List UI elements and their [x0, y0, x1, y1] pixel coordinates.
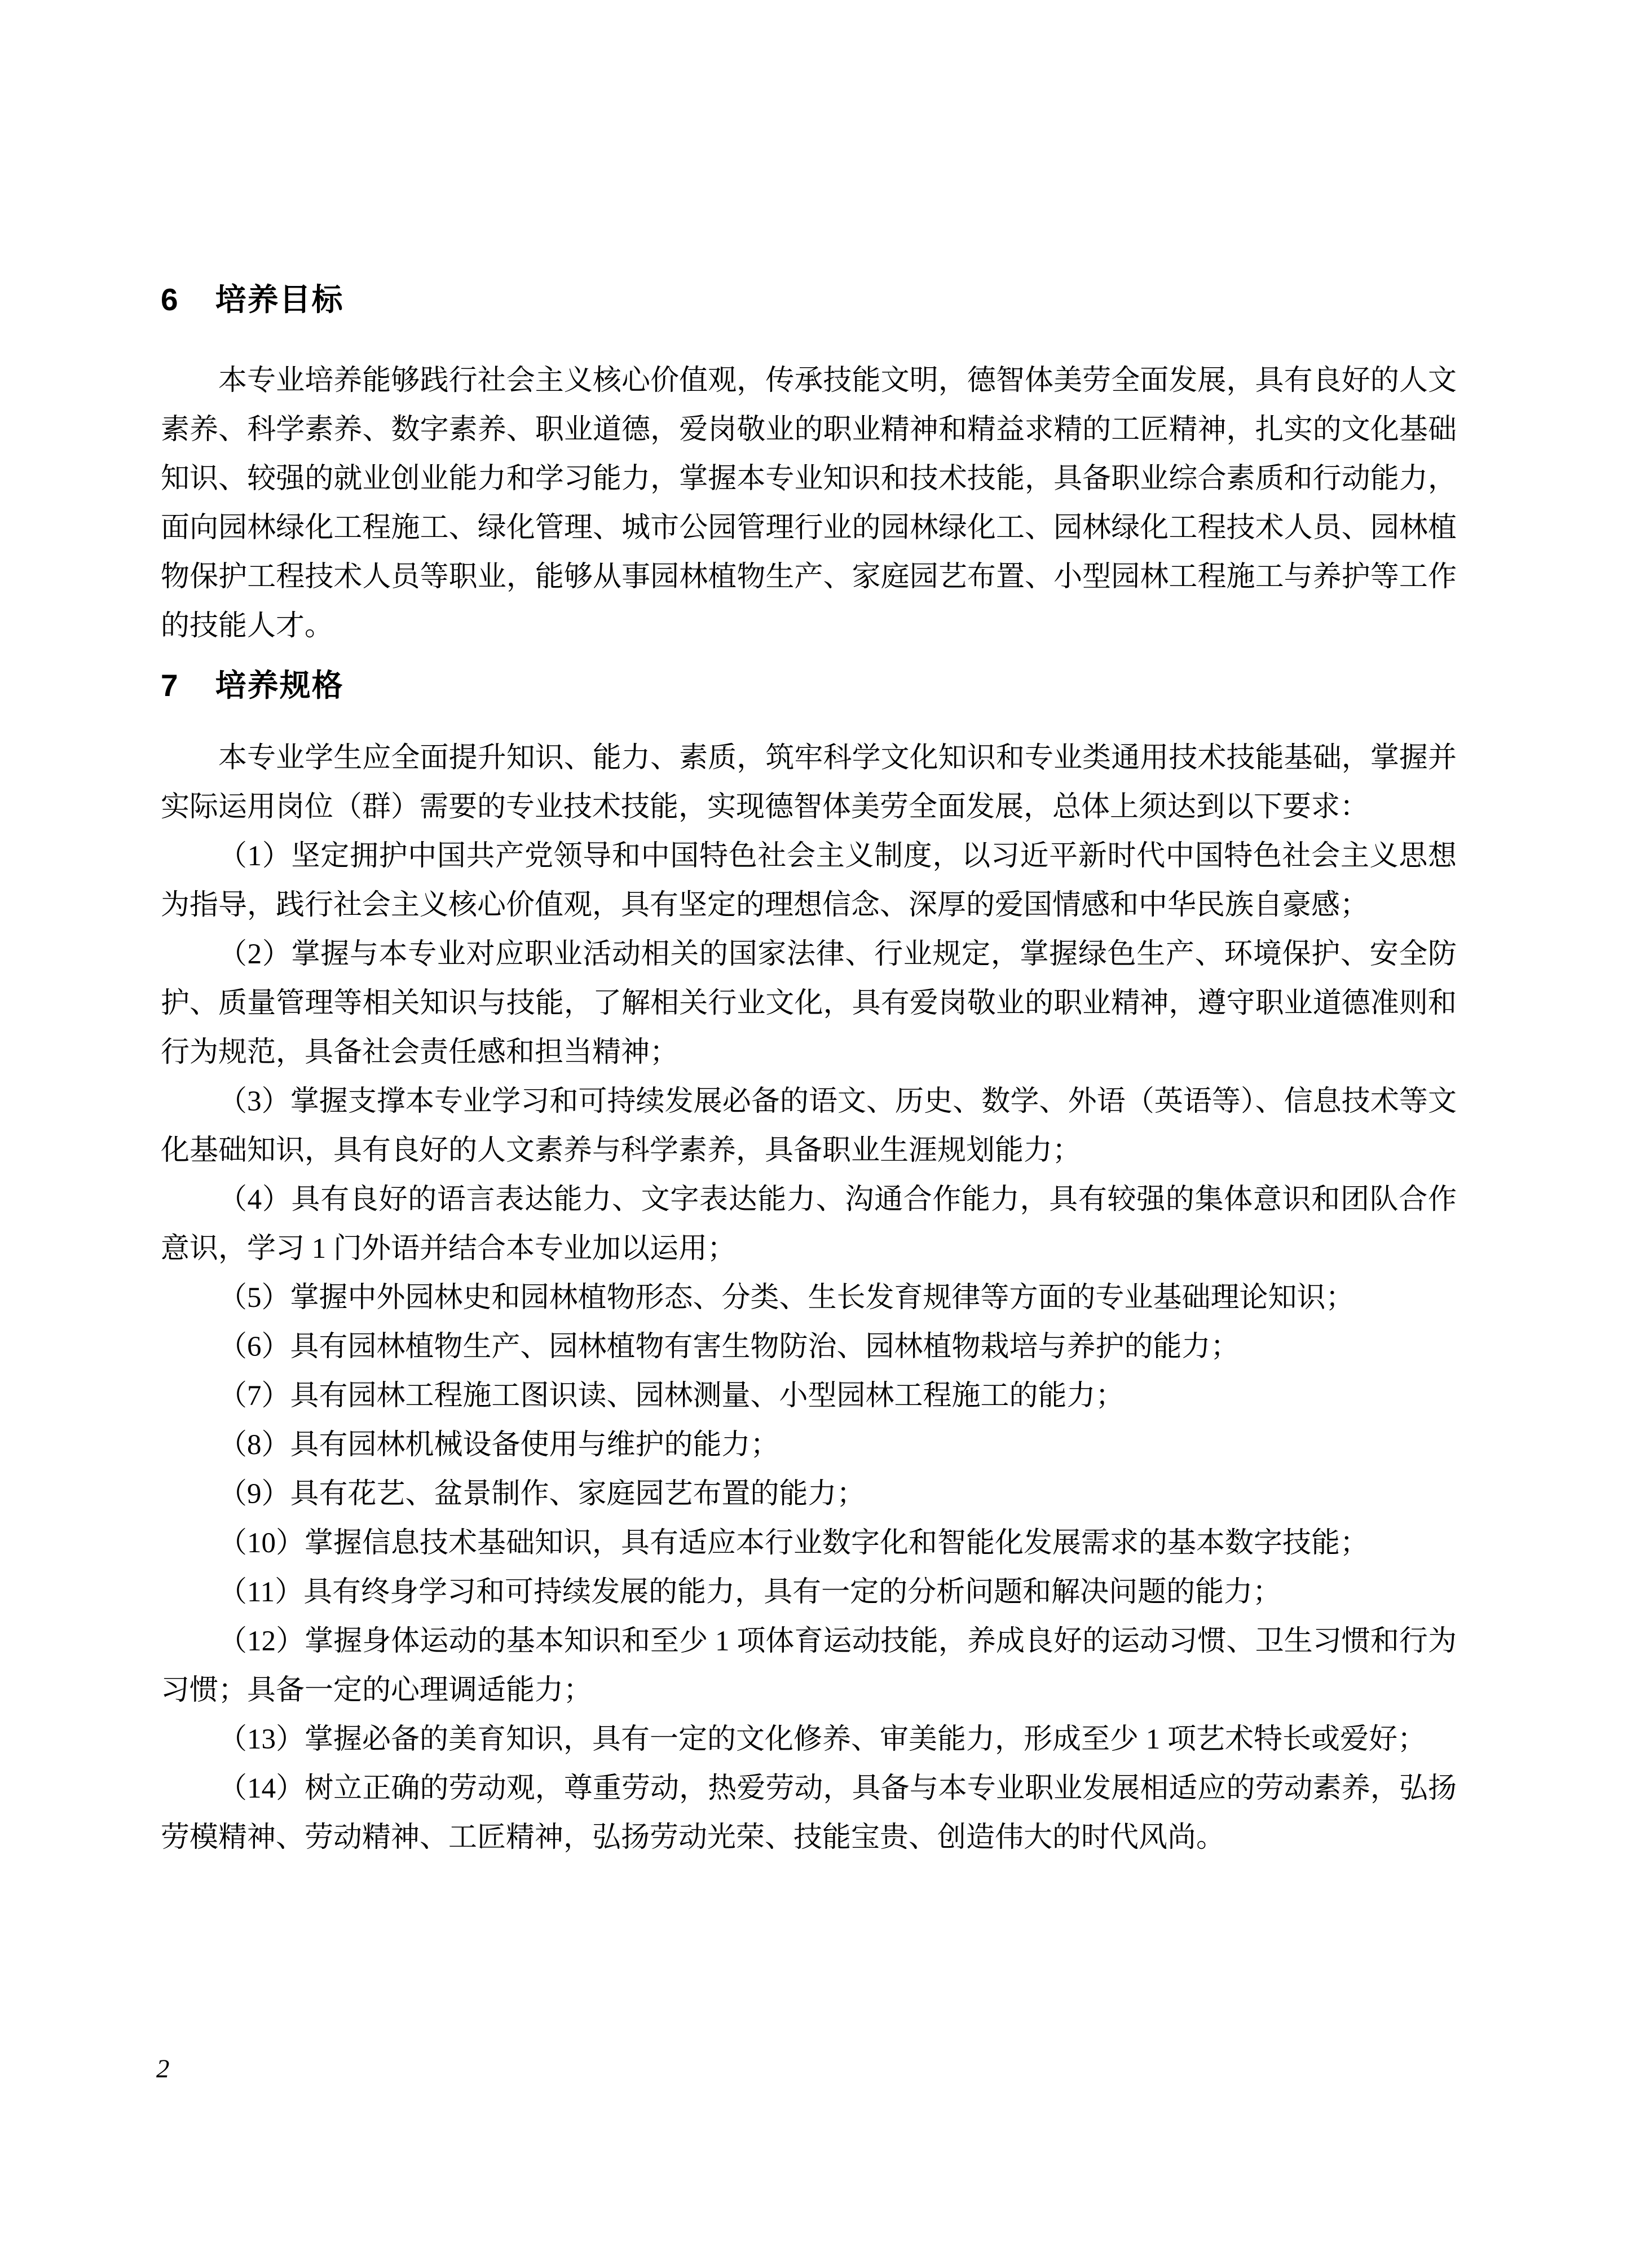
section-7-intro-paragraph: 本专业学生应全面提升知识、能力、素质，筑牢科学文化知识和专业类通用技术技能基础，掌握并实际运用岗位（群）需要的专业技术技能，实现德智体美劳全面发展，总体上须达到以下要求：	[161, 742, 1457, 823]
spec-item-6: （6）具有园林植物生产、园林植物有害生物防治、园林植物栽培与养护的能力；	[218, 1331, 1240, 1363]
spec-item-8: （8）具有园林机械设备使用与维护的能力；	[218, 1429, 779, 1461]
spec-item-11: （11）具有终身学习和可持续发展的能力，具有一定的分析问题和解决问题的能力；	[218, 1576, 1282, 1608]
spec-item-14: （14）树立正确的劳动观，尊重劳动，热爱劳动，具备与本专业职业发展相适应的劳动素养，弘扬劳模精神、劳动精神、工匠精神，弘扬劳动光荣、技能宝贵、创造伟大的时代风尚。	[161, 1773, 1457, 1853]
spec-item-12: （12）掌握身体运动的基本知识和至少 1 项体育运动技能，养成良好的运动习惯、卫生习惯和行为习惯；具备一定的心理调适能力；	[161, 1626, 1457, 1706]
spec-item-2: （2）掌握与本专业对应职业活动相关的国家法律、行业规定，掌握绿色生产、环境保护、安全防护、质量管理等相关知识与技能，了解相关行业文化，具有爱岗敬业的职业精神，遵守职业道德准则和行为规范，具备社会责任感和担当精神；	[161, 939, 1457, 1068]
section-6-heading	[161, 282, 1457, 317]
spec-item-5: （5）掌握中外园林史和园林植物形态、分类、生长发育规律等方面的专业基础理论知识；	[218, 1282, 1355, 1314]
section-6-title: 培养目标	[215, 282, 344, 317]
section-7-heading	[161, 668, 1457, 703]
spec-item-10: （10）掌握信息技术基础知识，具有适应本行业数字化和智能化发展需求的基本数字技能；	[218, 1527, 1369, 1559]
section-7-number: 7	[161, 668, 179, 703]
spec-item-13: （13）掌握必备的美育知识，具有一定的文化修养、审美能力，形成至少 1 项艺术特长或爱好；	[218, 1724, 1427, 1755]
section-6-paragraph: 本专业培养能够践行社会主义核心价值观，传承技能文明，德智体美劳全面发展，具有良好的人文素养、科学素养、数字素养、职业道德，爱岗敬业的职业精神和精益求精的工匠精神，扎实的文化基础知识、较强的就业创业能力和学习能力，掌握本专业知识和技术技能，具备职业综合素质和行动能力，面向园林绿化工程施工、绿化管理、城市公园管理行业的园林绿化工、园林绿化工程技术人员、园林植物保护工程技术人员等职业，能够从事园林植物生产、家庭园艺布置、小型园林工程施工与养护等工作的技能人才。	[161, 365, 1457, 642]
spec-item-4: （4）具有良好的语言表达能力、文字表达能力、沟通合作能力，具有较强的集体意识和团队合作意识，学习 1 门外语并结合本专业加以运用；	[161, 1184, 1457, 1265]
section-7-title: 培养规格	[215, 668, 344, 703]
spec-item-9: （9）具有花艺、盆景制作、家庭园艺布置的能力；	[218, 1478, 866, 1510]
page-number: 2	[156, 2054, 170, 2084]
spec-item-3: （3）掌握支撑本专业学习和可持续发展必备的语文、历史、数学、外语（英语等）、信息技术等文化基础知识，具有良好的人文素养与科学素养，具备职业生涯规划能力；	[161, 1086, 1457, 1166]
spec-item-1: （1）坚定拥护中国共产党领导和中国特色社会主义制度，以习近平新时代中国特色社会主义思想为指导，践行社会主义核心价值观，具有坚定的理想信念、深厚的爱国情感和中华民族自豪感；	[161, 840, 1457, 921]
spec-item-7: （7）具有园林工程施工图识读、园林测量、小型园林工程施工的能力；	[218, 1380, 1125, 1412]
page-content	[161, 0, 1457, 1862]
section-6-number: 6	[161, 282, 179, 317]
